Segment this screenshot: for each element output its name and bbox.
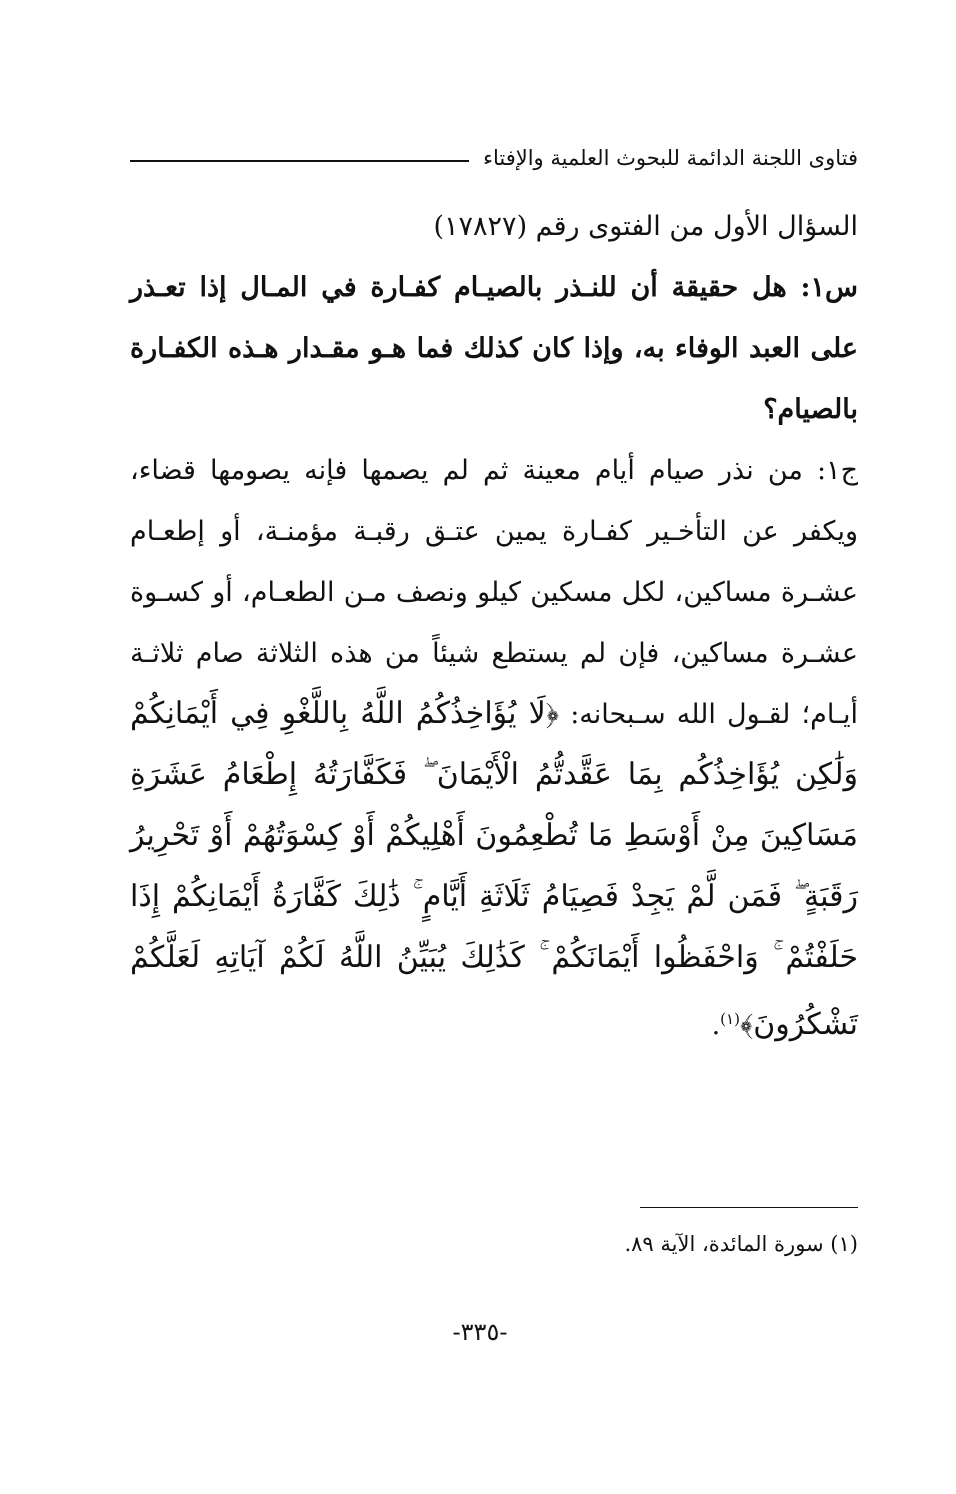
question-title: السؤال الأول من الفتوى رقم (١٧٨٢٧): [433, 211, 858, 242]
header-rule: [130, 160, 469, 162]
footnote-rule: [640, 1207, 858, 1208]
running-header: [130, 138, 858, 178]
end-mark: .: [711, 1010, 721, 1041]
page-number: -٣٣٥-: [452, 1318, 508, 1346]
answer-paragraph: [130, 440, 858, 1056]
quran-verse: ﴿لَا يُؤَاخِذُكُمُ اللَّهُ بِاللَّغْوِ فِي أَيْمَانِكُمْ وَلَٰكِن يُؤَاخِذُكُم بِمَا عَقَّدتُّمُ الْأَيْمَانَ ۖ فَكَفَّارَتُهُ إِطْعَامُ عَشَرَةِ مَسَاكِينَ مِنْ أَوْسَطِ مَا تُطْعِمُونَ أَهْلِيكُمْ أَوْ كِسْوَتُهُمْ أَوْ تَحْرِيرُ رَقَبَةٍ ۖ فَمَن لَّمْ يَجِدْ فَصِيَامُ ثَلَاثَةِ أَيَّامٍ ۚ ذَٰلِكَ كَفَّارَةُ أَيْمَانِكُمْ إِذَا حَلَفْتُمْ ۚ وَاحْفَظُوا أَيْمَانَكُمْ ۚ كَذَٰلِكَ يُبَيِّنُ اللَّهُ لَكُمْ آيَاتِهِ لَعَلَّكُمْ تَشْكُرُونَ﴾: [130, 696, 858, 1042]
answer-text: ج١: من نذر صيام أيام معينة ثم لم يصمها فإنه يصومها قضاء، ويكفر عن التأخـير كفـارة يمين عتـق رقبـة مؤمنـة، أو إطعـام عشـرة مساكين، لكل مسكين كيلو ونصف مـن الطعـام، أو كسـوة عشـرة مساكين، فإن لم يستطع شيئاً من هذه الثلاثة صام ثلاثـة أيـام؛ لقـول الله سـبحانه:: [130, 455, 858, 730]
header-title: فتاوى اللجنة الدائمة للبحوث العلمية والإفتاء: [483, 146, 858, 170]
question-paragraph: س١: هل حقيقة أن للنـذر بالصيـام كفـارة في المـال إذا تعـذر على العبد الوفاء به، وإذا كان كذلك فما هـو مقـدار هـذه الكفـارة بالصيام؟: [130, 272, 858, 425]
main-text: [130, 196, 858, 1056]
footnote: (١) سورة المائدة، الآية ٨٩.: [624, 1232, 858, 1256]
footnote-reference: (١): [720, 1010, 740, 1028]
